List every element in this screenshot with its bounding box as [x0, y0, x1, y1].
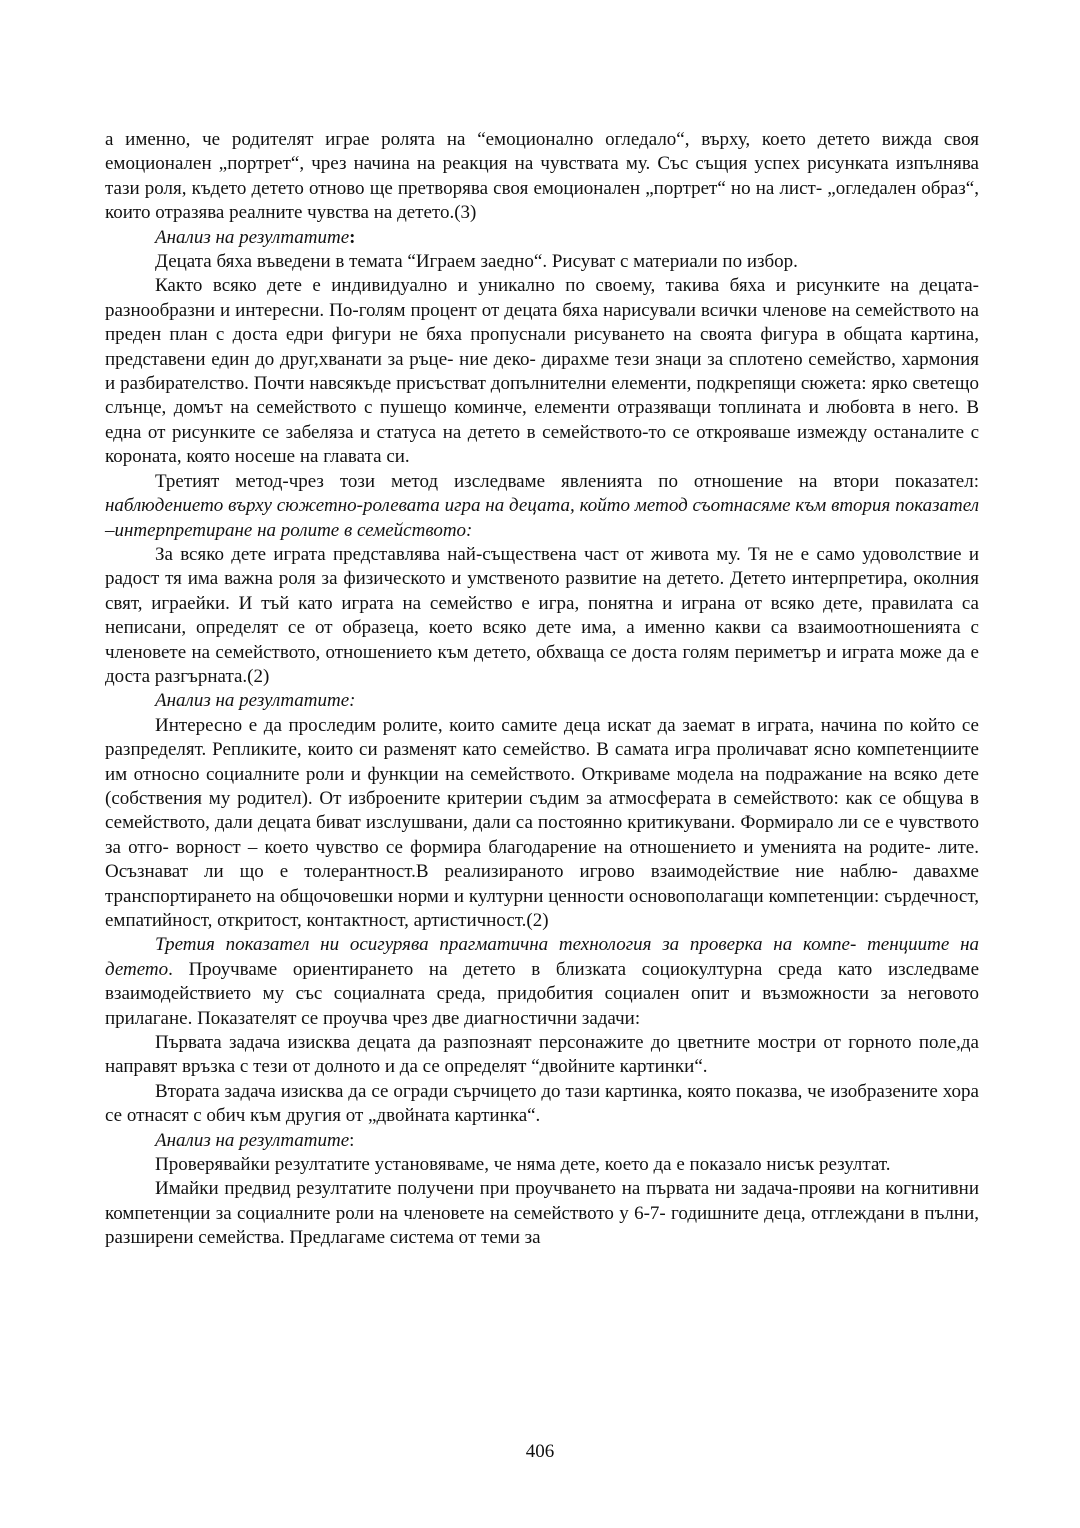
paragraph-text: Както всяко дете е индивидуално и уникално по своему, такива бяха и рисунките на децата-разнообразни и интересни. По-голям процент от децата бяха нарисували всички членове на семейството на преден план с доста едри фигури не бяха пропуснали рисуването на своята фигура в общата картина, представени един до друг,хванати за ръце- ние деко- дирахме тези знаци за сплотено семейство, хармония и разбирателство. Почти навсякъде присъстват допълнителни елементи, подкрепящи сюжета: ярко светещо слънце, домът на семейството с пушещо коминче, елементи отразяващи топлината и любовта в него. В една от рисунките се забеляза и статуса на детето в семейството-то се открояваше измежду останалите с короната, която носеше на главата си.	[105, 275, 979, 468]
section-heading	[105, 1129, 979, 1153]
paragraph	[105, 1177, 979, 1250]
paragraph-text: За всяко дете играта представлява най-съществена част от живота му. Тя не е само удоволствие и радост тя има важна роля за физическото и умственото развитие на детето. Детето интерпретира, околния свят, играейки. И тъй като играта на семейство е игра, понятна и играна от всяко дете, правилата са неписани, определят се от образеца, което всяко дете има, а именно какви са взаимоотношенията с членовете на семейството, отношението към детето, обхваща се доста голям периметър и играта може да е доста разгърната.(2)	[105, 543, 979, 687]
paragraph	[105, 250, 979, 274]
paragraph-text: Третият метод-чрез този метод изследваме явленията по отношение на втори показател:	[155, 470, 979, 492]
paragraph	[105, 933, 979, 1031]
paragraph-text: Първата задача изисква децата да разпознаят персонажите до цветните мостри от горното поле,да направят връзка с тези от долното и да се определят “двойните картинки“.	[105, 1032, 979, 1078]
paragraph	[105, 1153, 979, 1177]
paragraph	[105, 274, 979, 469]
heading-text: Анализ на резултатите	[155, 1129, 350, 1151]
paragraph	[105, 714, 979, 934]
paragraph-text: Децата бяха въведени в темата “Играем заедно“. Рисуват с материали по избор.	[155, 251, 798, 273]
paragraph-text: . Проучваме ориентирането на детето в близката социокултурна среда като изследваме взаимодействието му със социалната среда, придобития социален опит и възможности за неговото прилагане. Показателят се проучва чрез две диагностични задачи:	[105, 958, 979, 1029]
paragraph	[105, 128, 979, 226]
paragraph-text: Интересно е да проследим ролите, които самите деца искат да заемат в играта, начина по който се разпределят. Репликите, които си разменят като семейство. В самата игра проличават ясно компетенциите им относно социалните роли и функции на семейството. Откриваме модела на подражание на всяко дете (собствения му родител). От изброените критерии съдим за атмосферата в семейството: как се общува в семейството, дали децата биват изслушвани, дали са постоянно критикувани. Формирало ли се е чувството за отго- ворност – което чувство се формира благодарение на отношението и уменията на родите- лите. Осъзнават ли що е толерантност.В реализираното игрово взаимодействие ние наблю- давахме транспортирането на общочовешки норми и културни ценности основополагащи компетенции: сърдечност, емпатийност, откритост, контактност, артистичност.(2)	[105, 714, 979, 931]
paragraph	[105, 470, 979, 543]
section-heading	[105, 689, 979, 713]
heading-colon: :	[349, 226, 356, 248]
heading-colon: :	[349, 1129, 355, 1151]
paragraph-text: Проверявайки резултатите установяваме, че няма дете, което да е показало нисък резултат.	[155, 1154, 891, 1176]
paragraph-italic-text: Третия показател ни осигурява прагматична технология за проверка на компе- тенциите на детето	[105, 934, 979, 980]
paragraph-text: а именно, че родителят играе ролята на “емоционално огледало“, върху, което детето вижда своя емоционален „портрет“, чрез начина на реакция на чувствата му. Със същия успех рисунката изпълнява тази роля, където детето отново ще претворява своя емоционален „портрет“ но на лист- „огледален образ“, които отразява реалните чувства на детето.(3)	[105, 129, 979, 224]
paragraph-text: Имайки предвид резултатите получени при проучването на първата ни задача-прояви на когнитивни компетенции за социалните роли на членовете на семейството у 6-7- годишните деца, отглеждани в пълни, разширени семейства. Предлагаме система от теми за	[105, 1178, 979, 1249]
heading-text: Анализ на резултатите	[155, 226, 350, 248]
page-number: 406	[525, 1441, 555, 1462]
paragraph	[105, 1031, 979, 1080]
paragraph-text: Втората задача изисква да се огради сърчицето до тази картинка, която показва, че изобразените хора се отнасят с обич към другия от „двойната картинка“.	[105, 1080, 979, 1127]
section-heading	[105, 226, 979, 250]
paragraph	[105, 543, 979, 689]
heading-text: Анализ на резултатите:	[155, 690, 356, 712]
paragraph	[105, 1080, 979, 1129]
document-body	[105, 128, 979, 1251]
paragraph-italic-text: наблюдението върху сюжетно-ролевата игра на децата, който метод съотнасяме към втория показател –интерпретиране на ролите в семейството:	[105, 495, 979, 541]
